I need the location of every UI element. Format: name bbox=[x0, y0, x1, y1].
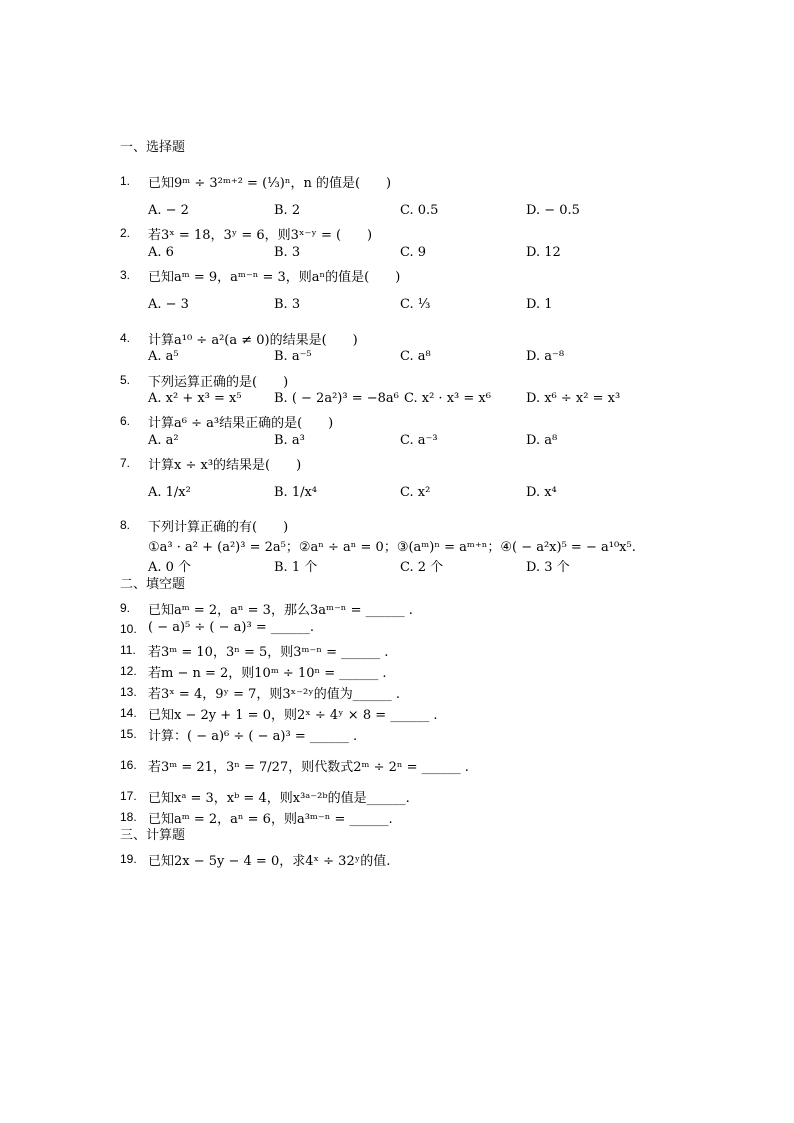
option-d: D. − 0.5 bbox=[526, 203, 580, 218]
question-text: 已知xᵃ = 3，xᵇ = 4，则x³ᵃ⁻²ᵇ的值是______. bbox=[148, 791, 410, 806]
question-text: 计算a⁶ ÷ a³结果正确的是( ) bbox=[148, 416, 334, 431]
question-number: 7. bbox=[120, 456, 131, 470]
option-c: C. x² · x³ = x⁶ bbox=[404, 391, 491, 406]
option-b: B. 3 bbox=[274, 245, 301, 260]
option-c: C. 9 bbox=[400, 245, 427, 260]
question-text: 计算：( − a)⁶ ÷ ( − a)³ = ______ . bbox=[148, 729, 358, 744]
question-text: 计算x ÷ x³的结果是( ) bbox=[148, 458, 302, 473]
option-c: C. a⁻³ bbox=[400, 433, 438, 448]
question-text: 若3ˣ = 18，3ʸ = 6，则3ˣ⁻ʸ = ( ) bbox=[148, 228, 373, 243]
question-statements: ①a³ · a² + (a²)³ = 2a⁵；②aⁿ ÷ aⁿ = 0；③(aᵐ)ⁿ = aᵐ⁺ⁿ；④( − a²x)⁵ = − a¹⁰x⁵. bbox=[148, 540, 636, 555]
option-b: B. ( − 2a²)³ = −8a⁶ bbox=[274, 391, 399, 406]
question-number: 1. bbox=[120, 174, 131, 188]
question-number: 13. bbox=[120, 685, 137, 699]
question-number: 17. bbox=[120, 789, 137, 803]
question-number: 18. bbox=[120, 810, 137, 824]
option-c: C. ⅓ bbox=[400, 297, 431, 312]
question-text: 若3ᵐ = 21，3ⁿ = 7/27，则代数式2ᵐ ÷ 2ⁿ = ______ . bbox=[148, 760, 469, 775]
question-number: 5. bbox=[120, 373, 131, 387]
option-c: C. 2 个 bbox=[400, 560, 444, 575]
option-d: D. 1 bbox=[526, 297, 553, 312]
question-number: 10. bbox=[120, 622, 137, 636]
question-number: 9. bbox=[120, 601, 131, 615]
option-d: D. x⁴ bbox=[526, 485, 557, 500]
option-d: D. 12 bbox=[526, 245, 561, 260]
section-heading-fill: 二、填空题 bbox=[120, 577, 186, 592]
option-b: B. 1/x⁴ bbox=[274, 485, 318, 500]
option-d: D. x⁶ ÷ x² = x³ bbox=[526, 391, 621, 406]
question-text: ( − a)⁵ ÷ ( − a)³ = ______. bbox=[148, 620, 314, 635]
option-b: B. 3 bbox=[274, 297, 301, 312]
question-text: 若3ᵐ = 10，3ⁿ = 5，则3ᵐ⁻ⁿ = ______ . bbox=[148, 645, 389, 660]
question-number: 3. bbox=[120, 268, 131, 282]
question-text: 已知aᵐ = 9，aᵐ⁻ⁿ = 3，则aⁿ的值是( ) bbox=[148, 270, 401, 285]
question-text: 若m − n = 2，则10ᵐ ÷ 10ⁿ = ______ . bbox=[148, 666, 387, 681]
question-number: 2. bbox=[120, 226, 131, 240]
question-text: 计算a¹⁰ ÷ a²(a ≠ 0)的结果是( ) bbox=[148, 333, 358, 348]
question-number: 15. bbox=[120, 727, 137, 741]
question-text: 下列计算正确的有( ) bbox=[148, 520, 289, 535]
option-b: B. a⁻⁵ bbox=[274, 349, 312, 364]
question-number: 14. bbox=[120, 706, 137, 720]
option-a: A. − 2 bbox=[148, 203, 189, 218]
option-c: C. x² bbox=[400, 485, 431, 500]
question-number: 19. bbox=[120, 852, 137, 866]
section-heading-choice: 一、选择题 bbox=[120, 140, 186, 155]
question-text: 下列运算正确的是( ) bbox=[148, 375, 289, 390]
option-a: A. 6 bbox=[148, 245, 174, 260]
option-c: C. 0.5 bbox=[400, 203, 439, 218]
question-number: 11. bbox=[120, 643, 136, 657]
option-c: C. a⁸ bbox=[400, 349, 431, 364]
question-text: 已知x − 2y + 1 = 0，则2ˣ ÷ 4ʸ × 8 = ______ . bbox=[148, 708, 438, 723]
question-number: 16. bbox=[120, 758, 137, 772]
option-a: A. a² bbox=[148, 433, 179, 448]
option-a: A. 0 个 bbox=[148, 560, 192, 575]
option-b: B. a³ bbox=[274, 433, 305, 448]
question-number: 12. bbox=[120, 664, 137, 678]
question-number: 6. bbox=[120, 414, 131, 428]
question-text: 已知aᵐ = 2，aⁿ = 3，那么3aᵐ⁻ⁿ = ______ . bbox=[148, 603, 413, 618]
question-number: 4. bbox=[120, 331, 131, 345]
section-heading-calc: 三、计算题 bbox=[120, 828, 186, 843]
option-d: D. a⁻⁸ bbox=[526, 349, 565, 364]
question-number: 8. bbox=[120, 518, 131, 532]
question-text: 已知aᵐ = 2，aⁿ = 6，则a³ᵐ⁻ⁿ = ______. bbox=[148, 812, 393, 827]
question-text: 已知2x − 5y − 4 = 0，求4ˣ ÷ 32ʸ的值. bbox=[148, 854, 391, 869]
option-a: A. − 3 bbox=[148, 297, 189, 312]
question-text: 已知9ᵐ ÷ 3²ᵐ⁺² = (⅓)ⁿ，n 的值是( ) bbox=[148, 176, 392, 191]
option-d: D. a⁸ bbox=[526, 433, 558, 448]
option-d: D. 3 个 bbox=[526, 560, 570, 575]
option-a: A. 1/x² bbox=[148, 485, 191, 500]
option-a: A. x² + x³ = x⁵ bbox=[148, 391, 242, 406]
question-text: 若3ˣ = 4，9ʸ = 7，则3ˣ⁻²ʸ的值为______ . bbox=[148, 687, 401, 702]
option-b: B. 1 个 bbox=[274, 560, 318, 575]
option-b: B. 2 bbox=[274, 203, 301, 218]
option-a: A. a⁵ bbox=[148, 349, 179, 364]
